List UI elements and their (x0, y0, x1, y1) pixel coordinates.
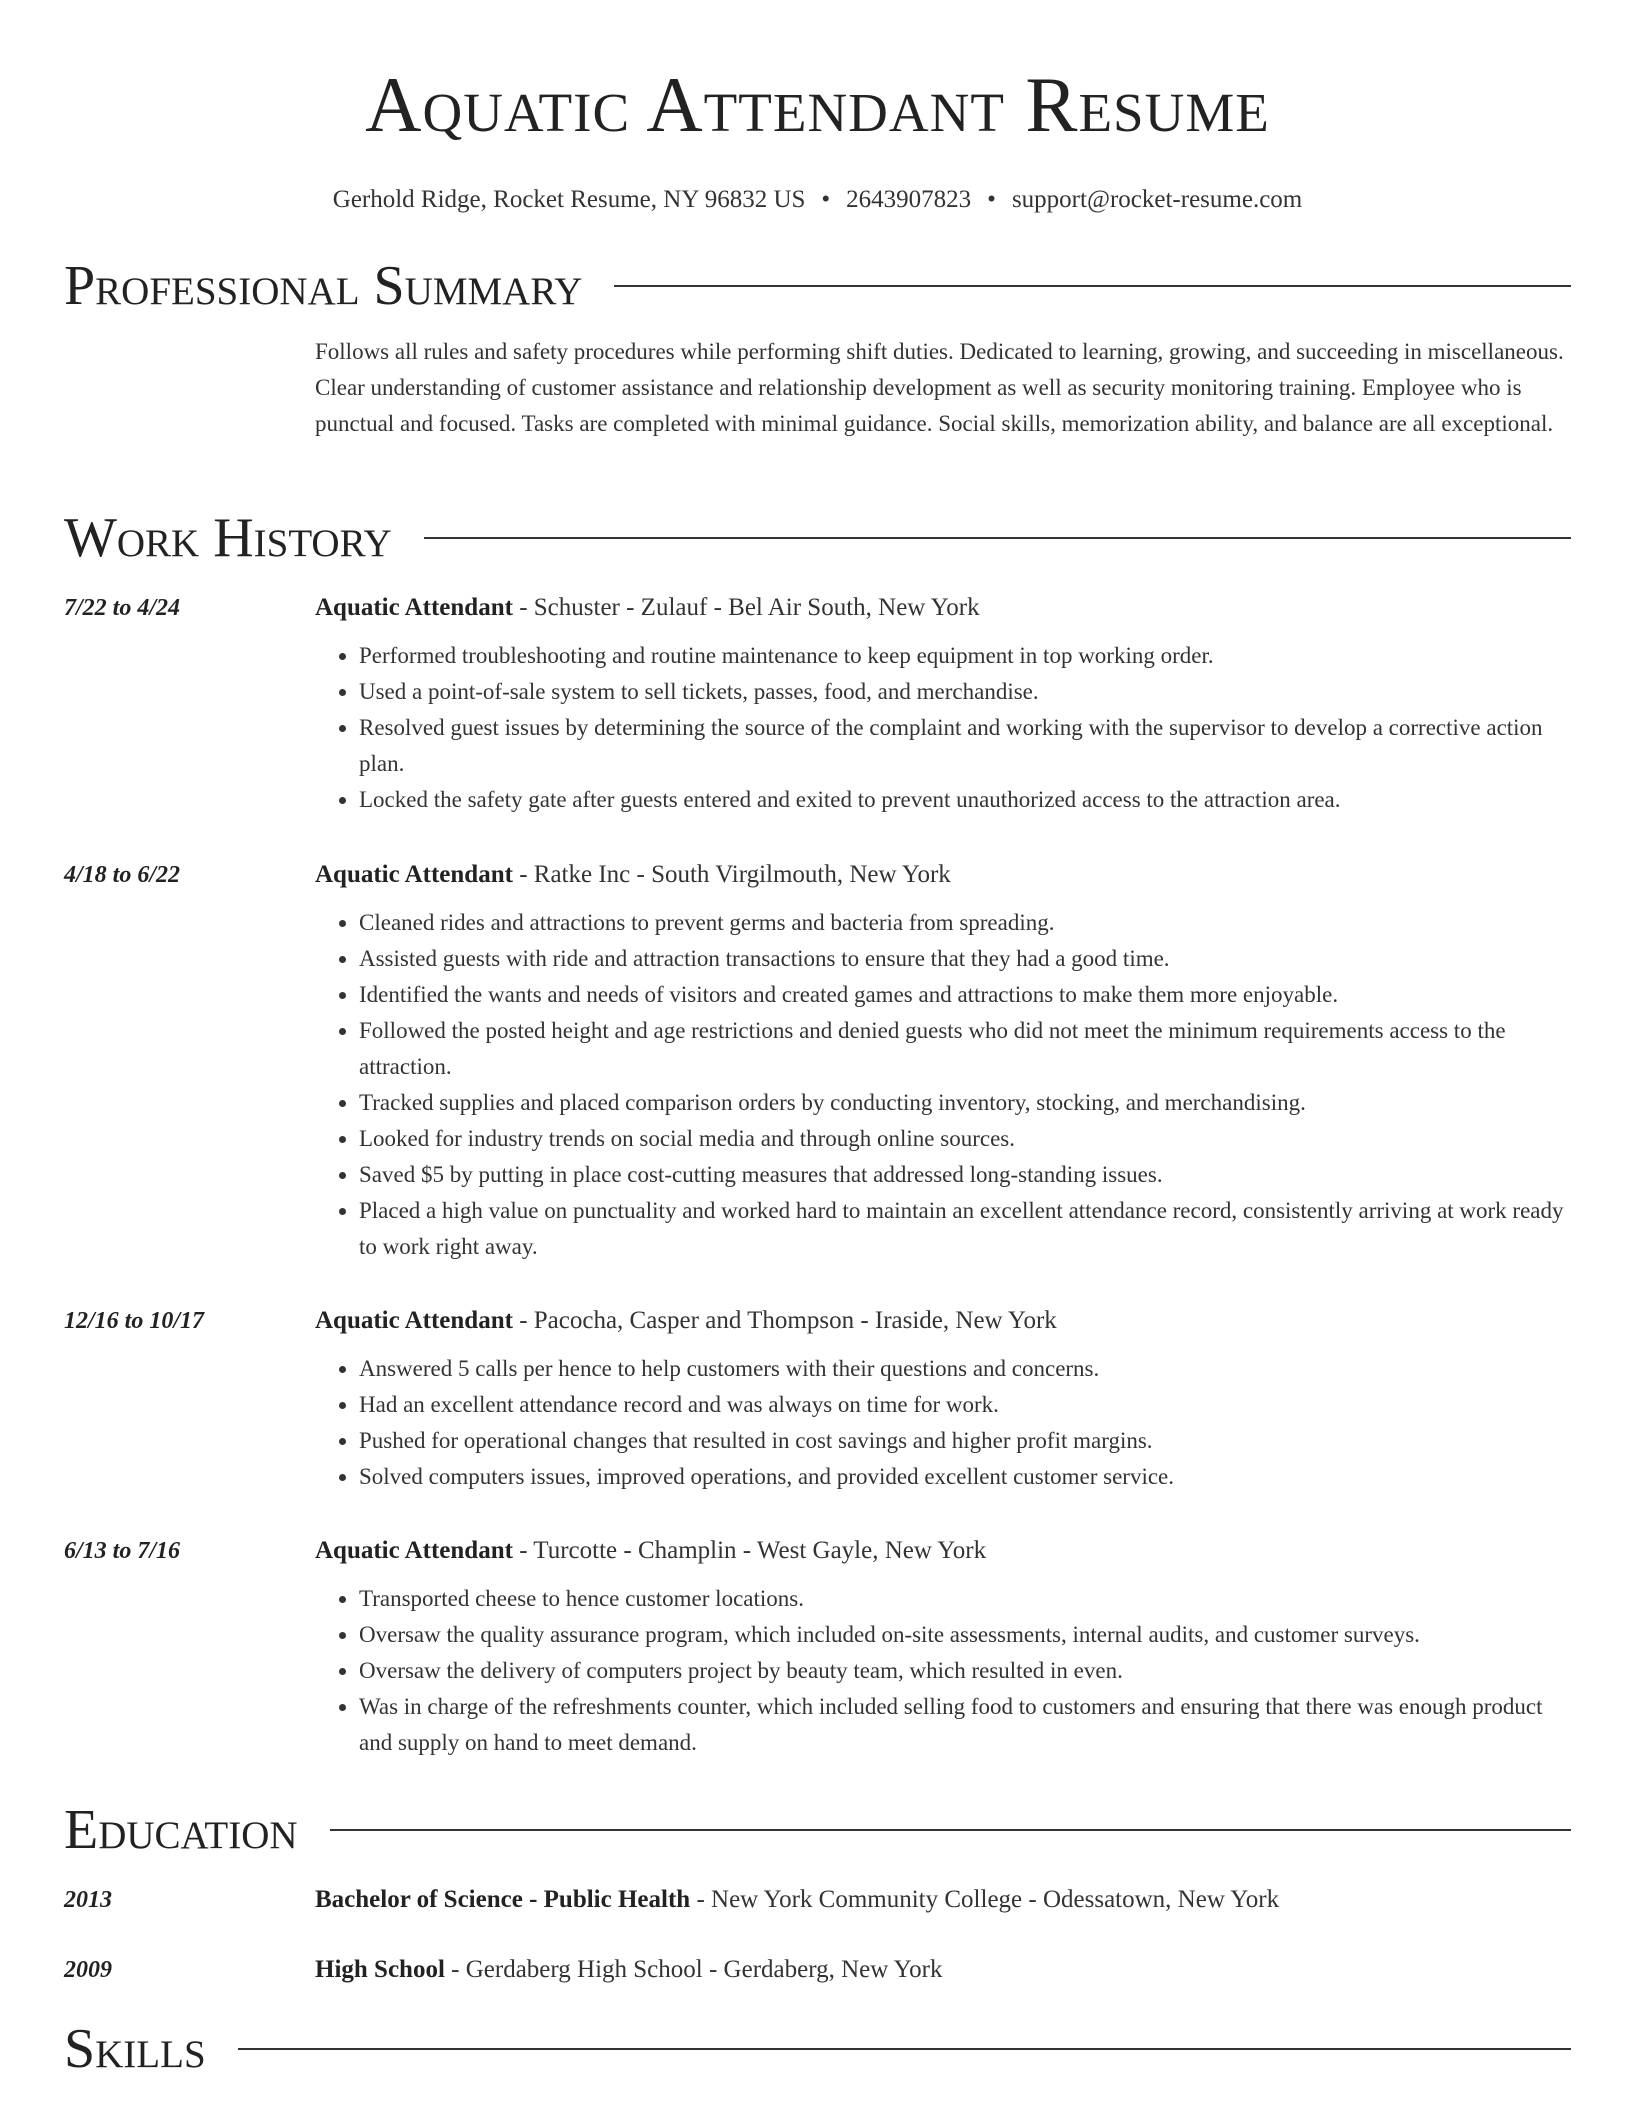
job-employer: - Turcotte - Champlin - West Gayle, New York (512, 1537, 987, 1564)
section-skills (64, 2019, 1571, 2079)
list-item: • Performed troubleshooting and routine maintenance to keep equipment in top working order. (359, 638, 1571, 674)
list-item: • Used a point-of-sale system to sell tickets, passes, food, and merchandise. (359, 674, 1571, 710)
list-item: • Placed a high value on punctuality and worked hard to maintain an excellent attendance record, consistently arriving at work ready to work right away. (359, 1193, 1571, 1265)
education-heading (315, 1884, 1571, 1916)
resume-page (64, 0, 1571, 2080)
section-divider (424, 537, 1571, 539)
resume-title: Aquatic Attendant Resume (365, 61, 1270, 148)
job-title: Aquatic Attendant (315, 1307, 513, 1334)
section-divider (330, 1829, 1571, 1831)
list-item: • Tracked supplies and placed comparison orders by conducting inventory, stocking, and merchandising. (359, 1085, 1571, 1121)
job-dates: 4/18 to 6/22 (64, 862, 181, 888)
job-heading (315, 859, 1571, 891)
education-year: 2013 (64, 1887, 112, 1913)
contact-address: Gerhold Ridge, Rocket Resume, NY 96832 US (332, 186, 806, 213)
list-item: • Followed the posted height and age restrictions and denied guests who did not meet the minimum requirements access to the attraction. (359, 1013, 1571, 1085)
contact-email: support@rocket-resume.com (1011, 186, 1303, 213)
section-work-history (64, 508, 1571, 568)
list-item: • Answered 5 calls per hence to help customers with their questions and concerns. (359, 1351, 1571, 1387)
job-dates: 7/22 to 4/24 (64, 595, 181, 621)
job-duties-list (315, 1351, 1571, 1495)
section-divider (238, 2048, 1571, 2050)
job-employer: - Schuster - Zulauf - Bel Air South, New York (512, 594, 980, 621)
section-heading: Skills (64, 2018, 206, 2080)
job-employer: - Pacocha, Casper and Thompson - Iraside, New York (512, 1307, 1057, 1334)
education-school: - Gerdaberg High School - Gerdaberg, New York (444, 1956, 943, 1983)
section-education (64, 1800, 1571, 1860)
job-duties-list (315, 905, 1571, 1265)
section-divider (614, 285, 1571, 287)
job-duties-list (315, 638, 1571, 818)
job-dates: 12/16 to 10/17 (64, 1308, 205, 1334)
job-title: Aquatic Attendant (315, 1537, 513, 1564)
job-employer: - Ratke Inc - South Virgilmouth, New York (512, 861, 951, 888)
list-item: • Identified the wants and needs of visitors and created games and attractions to make them more enjoyable. (359, 977, 1571, 1013)
job-heading (315, 1305, 1571, 1337)
list-item: • Assisted guests with ride and attraction transactions to ensure that they had a good time. (359, 941, 1571, 977)
section-professional-summary (64, 256, 1571, 316)
education-heading (315, 1954, 1571, 1986)
job-heading (315, 1535, 1571, 1567)
job-duties-list (315, 1581, 1571, 1761)
list-item: • Resolved guest issues by determining the source of the complaint and working with the supervisor to develop a corrective action plan. (359, 710, 1571, 782)
list-item: • Oversaw the delivery of computers project by beauty team, which resulted in even. (359, 1653, 1571, 1689)
list-item: • Oversaw the quality assurance program, which included on-site assessments, internal audits, and customer surveys. (359, 1617, 1571, 1653)
list-item: • Solved computers issues, improved operations, and provided excellent customer service. (359, 1459, 1571, 1495)
job-dates: 6/13 to 7/16 (64, 1538, 181, 1564)
contact-line (64, 184, 1571, 216)
job-heading (315, 592, 1571, 624)
list-item: • Pushed for operational changes that resulted in cost savings and higher profit margins. (359, 1423, 1571, 1459)
section-heading: Professional Summary (64, 255, 583, 317)
education-year: 2009 (64, 1957, 112, 1983)
education-degree: High School (315, 1956, 445, 1983)
list-item: • Locked the safety gate after guests entered and exited to prevent unauthorized access to the attraction area. (359, 782, 1571, 818)
list-item: • Cleaned rides and attractions to prevent germs and bacteria from spreading. (359, 905, 1571, 941)
job-title: Aquatic Attendant (315, 594, 513, 621)
summary-paragraph: Follows all rules and safety procedures while performing shift duties. Dedicated to learning, growing, and succeeding in miscellaneous. Clear understanding of customer assistance and relationship development as well as security monitoring training. Employee who is punctual and focused. Tasks are completed with minimal guidance. Social skills, memorization ability, and balance are all exceptional. (315, 339, 1564, 436)
section-heading: Work History (64, 507, 392, 569)
list-item: • Was in charge of the refreshments counter, which included selling food to customers and ensuring that there was enough product and supply on hand to meet demand. (359, 1689, 1571, 1761)
section-heading: Education (64, 1799, 298, 1861)
list-item: • Had an excellent attendance record and was always on time for work. (359, 1387, 1571, 1423)
education-degree: Bachelor of Science - Public Health (315, 1886, 691, 1913)
contact-separator: • (987, 186, 996, 213)
job-title: Aquatic Attendant (315, 861, 513, 888)
list-item: • Saved $5 by putting in place cost-cutting measures that addressed long-standing issues. (359, 1157, 1571, 1193)
contact-phone: 2643907823 (846, 186, 972, 213)
education-school: - New York Community College - Odessatown, New York (690, 1886, 1280, 1913)
list-item: • Looked for industry trends on social media and through online sources. (359, 1121, 1571, 1157)
list-item: • Transported cheese to hence customer locations. (359, 1581, 1571, 1617)
contact-separator: • (821, 186, 831, 213)
